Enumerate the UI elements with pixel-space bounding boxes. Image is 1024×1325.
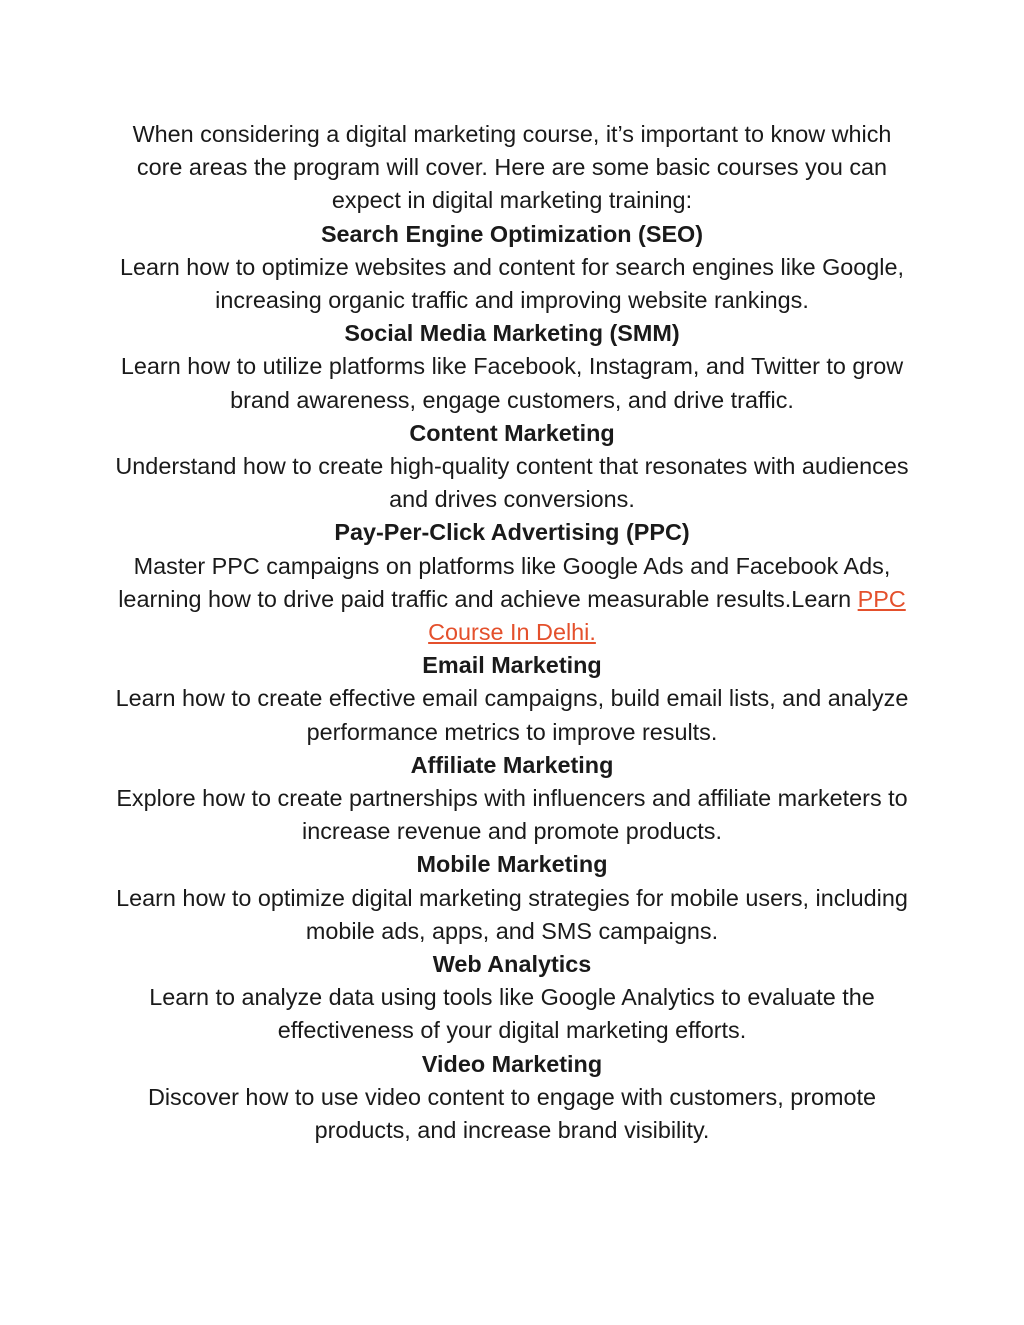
ppc-course-link[interactable]: PPC Course In Delhi. xyxy=(428,585,906,646)
section-mobile-marketing xyxy=(112,848,912,948)
section-description: Discover how to use video content to engage with customers, promote products, and increase brand visibility. xyxy=(147,1083,877,1144)
section-description: Learn how to create effective email campaigns, build email lists, and analyze performance metrics to improve results. xyxy=(115,685,909,745)
section-heading: Video Marketing xyxy=(421,1050,603,1077)
section-heading: Mobile Marketing xyxy=(416,851,608,878)
section-heading: Email Marketing xyxy=(422,652,602,679)
section-smm xyxy=(112,317,912,417)
section-seo xyxy=(112,218,912,318)
section-heading: Web Analytics xyxy=(432,951,592,978)
section-heading: Search Engine Optimization (SEO) xyxy=(320,220,704,247)
section-description: Master PPC campaigns on platforms like Google Ads and Facebook Ads, learning how to drive paid traffic and achieve measurable results.Learn xyxy=(118,552,891,612)
section-heading: Pay-Per-Click Advertising (PPC) xyxy=(334,519,690,546)
section-description-with-link xyxy=(112,550,912,650)
intro-paragraph: When considering a digital marketing course, it’s important to know which core areas the program will cover. Here are some basic courses you can expect in digital marketing training: xyxy=(132,121,892,214)
section-ppc xyxy=(112,516,912,649)
section-email-marketing xyxy=(112,649,912,749)
section-description: Learn how to utilize platforms like Facebook, Instagram, and Twitter to grow brand awareness, engage customers, and drive traffic. xyxy=(120,353,904,413)
section-heading: Affiliate Marketing xyxy=(410,751,614,778)
section-content-marketing xyxy=(112,417,912,517)
section-video-marketing xyxy=(112,1048,912,1148)
section-affiliate-marketing xyxy=(112,749,912,849)
section-web-analytics xyxy=(112,948,912,1048)
section-description: Learn how to optimize digital marketing strategies for mobile users, including mobile ads, apps, and SMS campaigns. xyxy=(116,884,908,944)
document-body xyxy=(112,118,912,1147)
section-description: Learn how to optimize websites and content for search engines like Google, increasing organic traffic and improving website rankings. xyxy=(119,253,905,314)
section-description: Explore how to create partnerships with influencers and affiliate marketers to increase revenue and promote products. xyxy=(116,785,908,845)
section-heading: Content Marketing xyxy=(409,419,615,446)
section-description: Learn to analyze data using tools like Google Analytics to evaluate the effectiveness of your digital marketing efforts. xyxy=(149,984,875,1044)
section-description: Understand how to create high-quality content that resonates with audiences and drives conversions. xyxy=(115,453,909,513)
section-heading: Social Media Marketing (SMM) xyxy=(344,320,680,347)
